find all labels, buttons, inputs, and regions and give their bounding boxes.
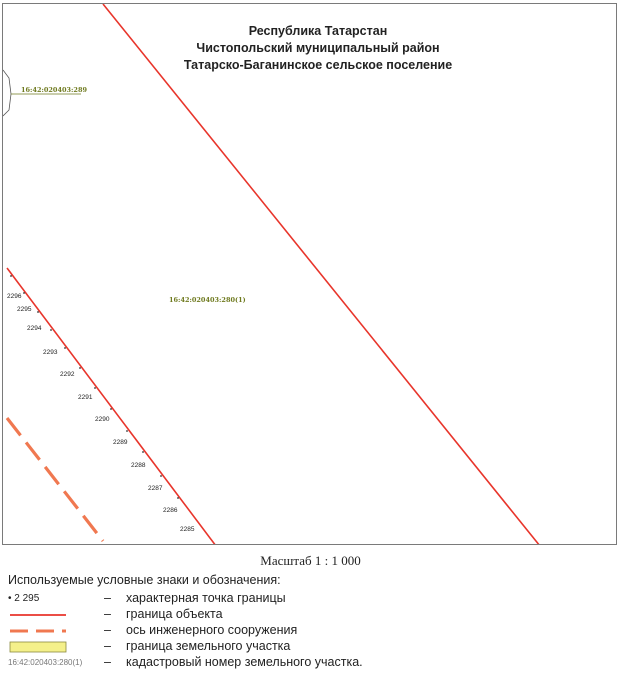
legend-dash: – (104, 591, 111, 605)
legend-object-boundary-symbol (8, 607, 78, 623)
legend-text-parcel-boundary: граница земельного участка (126, 639, 291, 653)
legend-text-engineering-axis: ось инженерного сооружения (126, 623, 298, 637)
point-label-2296: 2296 (7, 293, 22, 300)
cadastral-label-280[interactable]: 16:42:020403:280(1) (169, 296, 246, 304)
legend-cadastral-symbol: 16:42:020403:280(1) (8, 658, 83, 667)
legend-point-symbol: • 2 295 (8, 593, 40, 604)
point-label-2287: 2287 (148, 485, 163, 492)
legend-item-cadastral-number (8, 655, 608, 671)
point-label-2290: 2290 (95, 416, 110, 423)
legend-item-parcel-boundary (8, 639, 608, 655)
point-label-2289: 2289 (113, 439, 128, 446)
map-scale: Масштаб 1 : 1 000 (260, 553, 361, 568)
legend-dash: – (104, 607, 111, 621)
map-title-line-2: Чистопольский муниципальный район (196, 41, 440, 55)
parcel-289-boundary (3, 70, 11, 116)
map-title-line-3: Татарско-Баганинское сельское поселение (183, 58, 453, 72)
legend-item-engineering-axis (8, 623, 608, 639)
point-label-2293: 2293 (43, 349, 58, 356)
legend-dash: – (104, 639, 111, 653)
object-boundary-line-right (103, 4, 540, 545)
point-label-2291: 2291 (78, 394, 93, 401)
legend-text-boundary-point: характерная точка границы (126, 591, 286, 605)
boundary-point-markers (10, 275, 179, 499)
point-label-2286: 2286 (163, 507, 178, 514)
engineering-axis-line (7, 418, 103, 541)
point-label-2285: 2285 (180, 526, 195, 533)
legend-text-cadastral-number: кадастровый номер земельного участка. (126, 655, 363, 669)
point-label-2288: 2288 (131, 462, 146, 469)
legend-text-object-boundary: граница объекта (126, 607, 223, 621)
legend-item-boundary-point (8, 591, 608, 607)
legend-item-object-boundary (8, 607, 608, 623)
point-label-2292: 2292 (60, 371, 75, 378)
point-label-2295: 2295 (17, 306, 32, 313)
map-title-line-1: Республика Татарстан (248, 24, 388, 38)
cadastral-label-289[interactable]: 16:42:020403:289 (21, 86, 87, 94)
map-frame[interactable] (2, 3, 617, 545)
map-canvas[interactable] (3, 4, 617, 545)
legend-dash: – (104, 655, 111, 669)
legend-title: Используемые условные знаки и обозначения: (8, 573, 281, 587)
legend-dash: – (104, 623, 111, 637)
point-label-2294: 2294 (27, 325, 42, 332)
legend-engineering-axis-symbol (8, 623, 78, 639)
legend-parcel-boundary-symbol (8, 639, 78, 655)
object-boundary-line-left (7, 268, 216, 545)
